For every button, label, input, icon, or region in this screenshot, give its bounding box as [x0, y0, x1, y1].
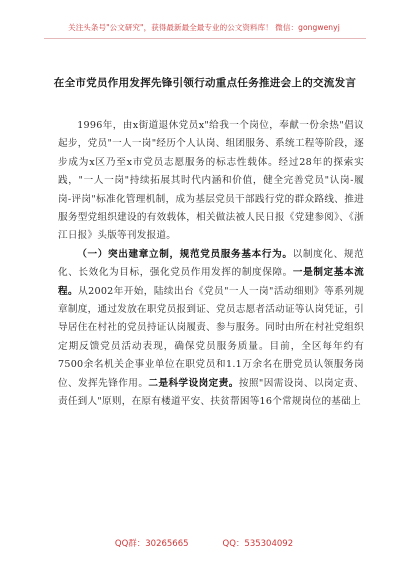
footer-qq: QQ：535304092 [222, 539, 294, 549]
process-text: 从2002年开始，陆续出台《党员"一人一岗"活动细则》等系列规章制度，通过发放在职党员报到证、党员志愿者活动证等认岗凭证，引导居住在村社的党员持证认岗履责、参与服务。同时由所在村社党组织定期反馈党员活动表现，确保党员服务质量。目前，全区每年约有7500余名机关企事业单位在职党员和1.1万余名在册党员认领服务岗位、发挥先锋作用。 [58, 285, 365, 389]
header-banner: 关注头条号"公文研究"，获得最新最全最专业的公文资料库！ 微信：gongwenyj [68, 23, 340, 32]
paragraph-intro: 1996年，由x街道退休党员x"给我一个岗位，奉献一份余热"倡议起步，党员"一人一岗"经历个人认岗、组团服务、系统工程等阶段，逐步成为x区乃至x市党员志愿服务的标志性载体。经过28年的探索实践，"一人一岗"持续拓展其时代内涵和价值，健全完善党员"认岗-履岗-评岗"标准化管理机制，成为基层党员干部践行党的群众路线、推进服务型党组织建设的有效载体，相关做法被人民日报《党建参阅》、《浙江日报》头版等刊发报道。 [58, 120, 364, 242]
subheading-process: 一是制定基本流程。 [58, 267, 365, 297]
footer-qq-group: QQ群：30265665 [114, 539, 189, 549]
header-divider [44, 38, 366, 39]
paragraph-section-one [58, 246, 364, 412]
section-text: 以制度化、规范化、长效化为目标，强化党员作用发挥的制度保障。 [58, 248, 365, 279]
section-heading: （一）突出建章立制，规范党员服务基本行为。 [77, 248, 293, 260]
positions-text: 按照"因需设岗、以岗定责、责任到人"原则，在原有楼道平安、扶贫帮困等16个常规岗位的基础上 [58, 377, 365, 408]
subheading-positions: 二是科学设岗定责。 [148, 377, 239, 389]
document-body [58, 117, 364, 412]
footer-contact [0, 537, 408, 549]
document-title: 在全市党员作用发挥先锋引领行动重点任务推进会上的交流发言 [53, 77, 357, 89]
